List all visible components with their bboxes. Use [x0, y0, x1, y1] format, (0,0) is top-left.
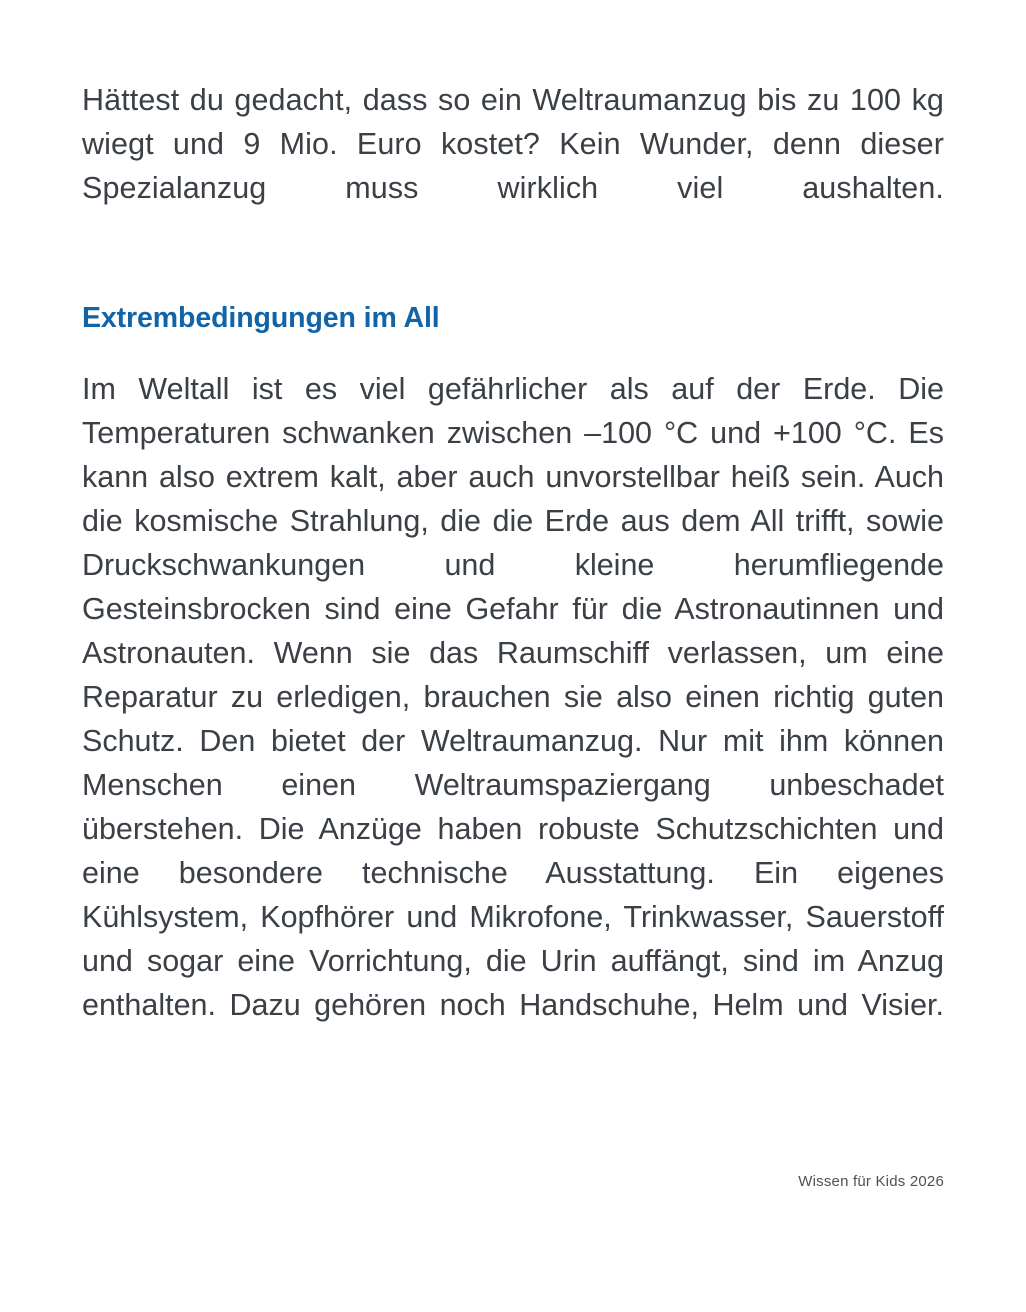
- section-heading: Extrembedingungen im All: [82, 302, 440, 334]
- section-body-paragraph: Im Weltall ist es viel gefährlicher als auf der Erde. Die Temperaturen schwanken zwischen –100 °C und +100 °C. Es kann also extrem kalt, aber auch unvorstellbar heiß sein. Auch die kosmische Strahlung, die die Erde aus dem All trifft, sowie Druckschwankungen und kleine herumfliegende Gesteinsbrocken sind eine Gefahr für die Astronautinnen und Astronauten. Wenn sie das Raumschiff verlassen, um eine Reparatur zu erledigen, brauchen sie also einen richtig guten Schutz. Den bietet der Weltraumanzug. Nur mit ihm können Menschen einen Weltraumspaziergang unbeschadet überstehen. Die Anzüge haben robuste Schutzschichten und eine besondere technische Ausstattung. Ein eigenes Kühlsystem, Kopfhörer und Mikrofone, Trinkwasser, Sauerstoff und sogar eine Vorrichtung, die Urin auffängt, sind im Anzug enthalten. Dazu gehören noch Handschuhe, Helm und Visier.: [82, 371, 944, 1022]
- footer-note: Wissen für Kids 2026: [798, 1173, 944, 1190]
- intro-paragraph: Hättest du gedacht, dass so ein Weltraumanzug bis zu 100 kg wiegt und 9 Mio. Euro kostet? Kein Wunder, denn dieser Spezialanzug muss wirklich viel aushalten.: [82, 83, 944, 205]
